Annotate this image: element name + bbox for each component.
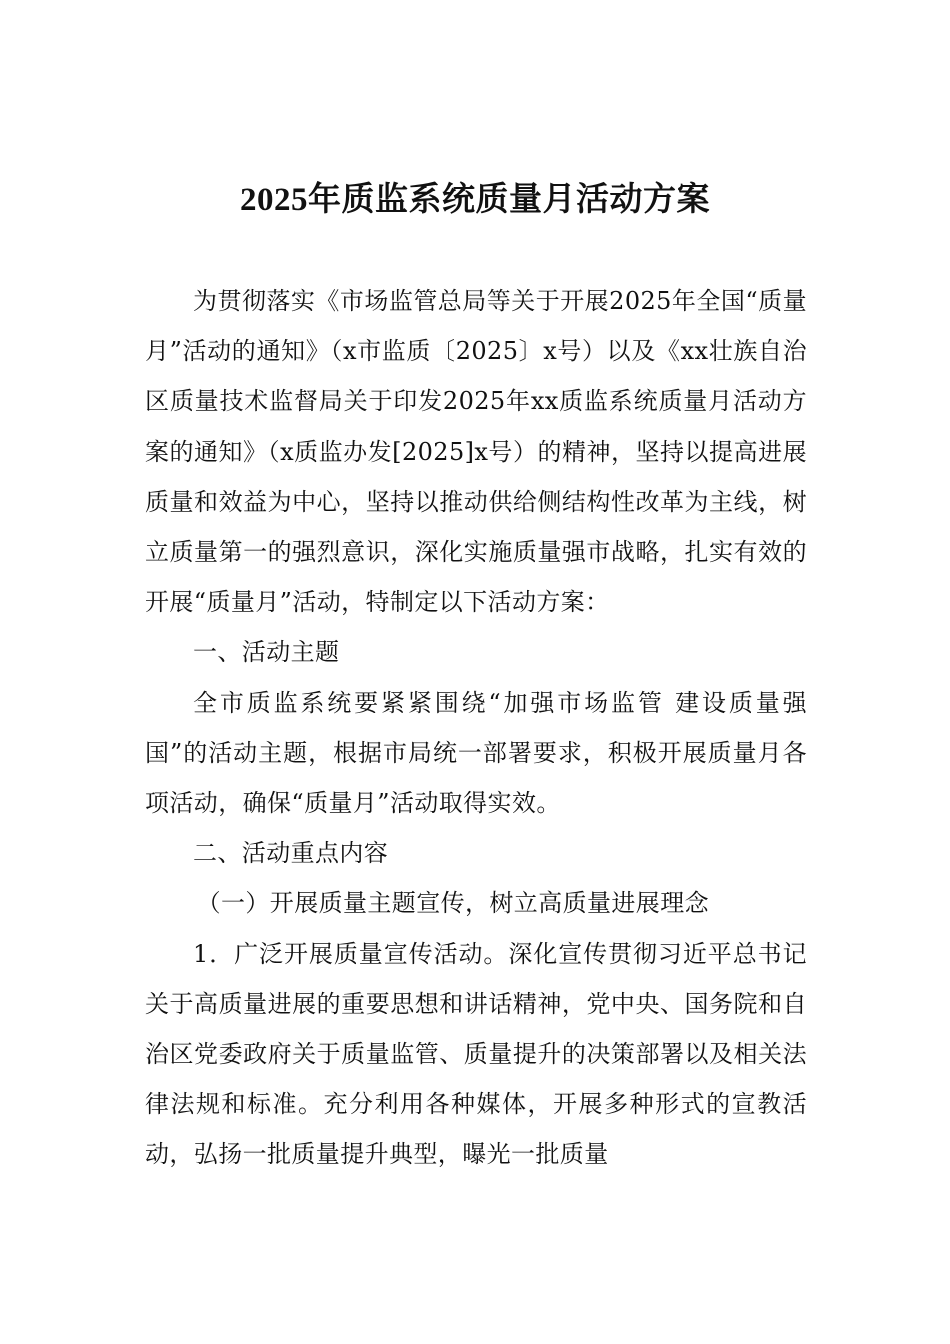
heading-activity-theme: 一、活动主题	[193, 638, 340, 667]
subheading-quality-publicity: （一）开展质量主题宣传，树立高质量进展理念	[196, 889, 709, 918]
document-body	[145, 276, 807, 1180]
heading-key-content: 二、活动重点内容	[193, 839, 389, 868]
paragraph-activity-theme: 全市质监系统要紧紧围绕“加强市场监管 建设质量强国”的活动主题，根据市局统一部署要求，积极开展质量月各项活动，确保“质量月”活动取得实效。	[145, 688, 807, 818]
document-title: 2025年质监系统质量月活动方案	[240, 182, 710, 218]
paragraph-intro: 为贯彻落实《市场监管总局等关于开展2025年全国“质量月”活动的通知》（x市监质〔2025〕x号）以及《xx壮族自治区质量技术监督局关于印发2025年xx质监系统质量月活动方案的通知》（x质监办发[2025]x号）的精神，坚持以提高进展质量和效益为中心，坚持以推动供给侧结构性改革为主线，树立质量第一的强烈意识，深化实施质量强市战略，扎实有效的开展“质量月”活动，特制定以下活动方案：	[145, 287, 807, 617]
paragraph-publicity-activities: 1．广泛开展质量宣传活动。深化宣传贯彻习近平总书记关于高质量进展的重要思想和讲话精神，党中央、国务院和自治区党委政府关于质量监管、质量提升的决策部署以及相关法律法规和标准。充分利用各种媒体，开展多种形式的宣教活动，弘扬一批质量提升典型，曝光一批质量	[145, 939, 807, 1169]
